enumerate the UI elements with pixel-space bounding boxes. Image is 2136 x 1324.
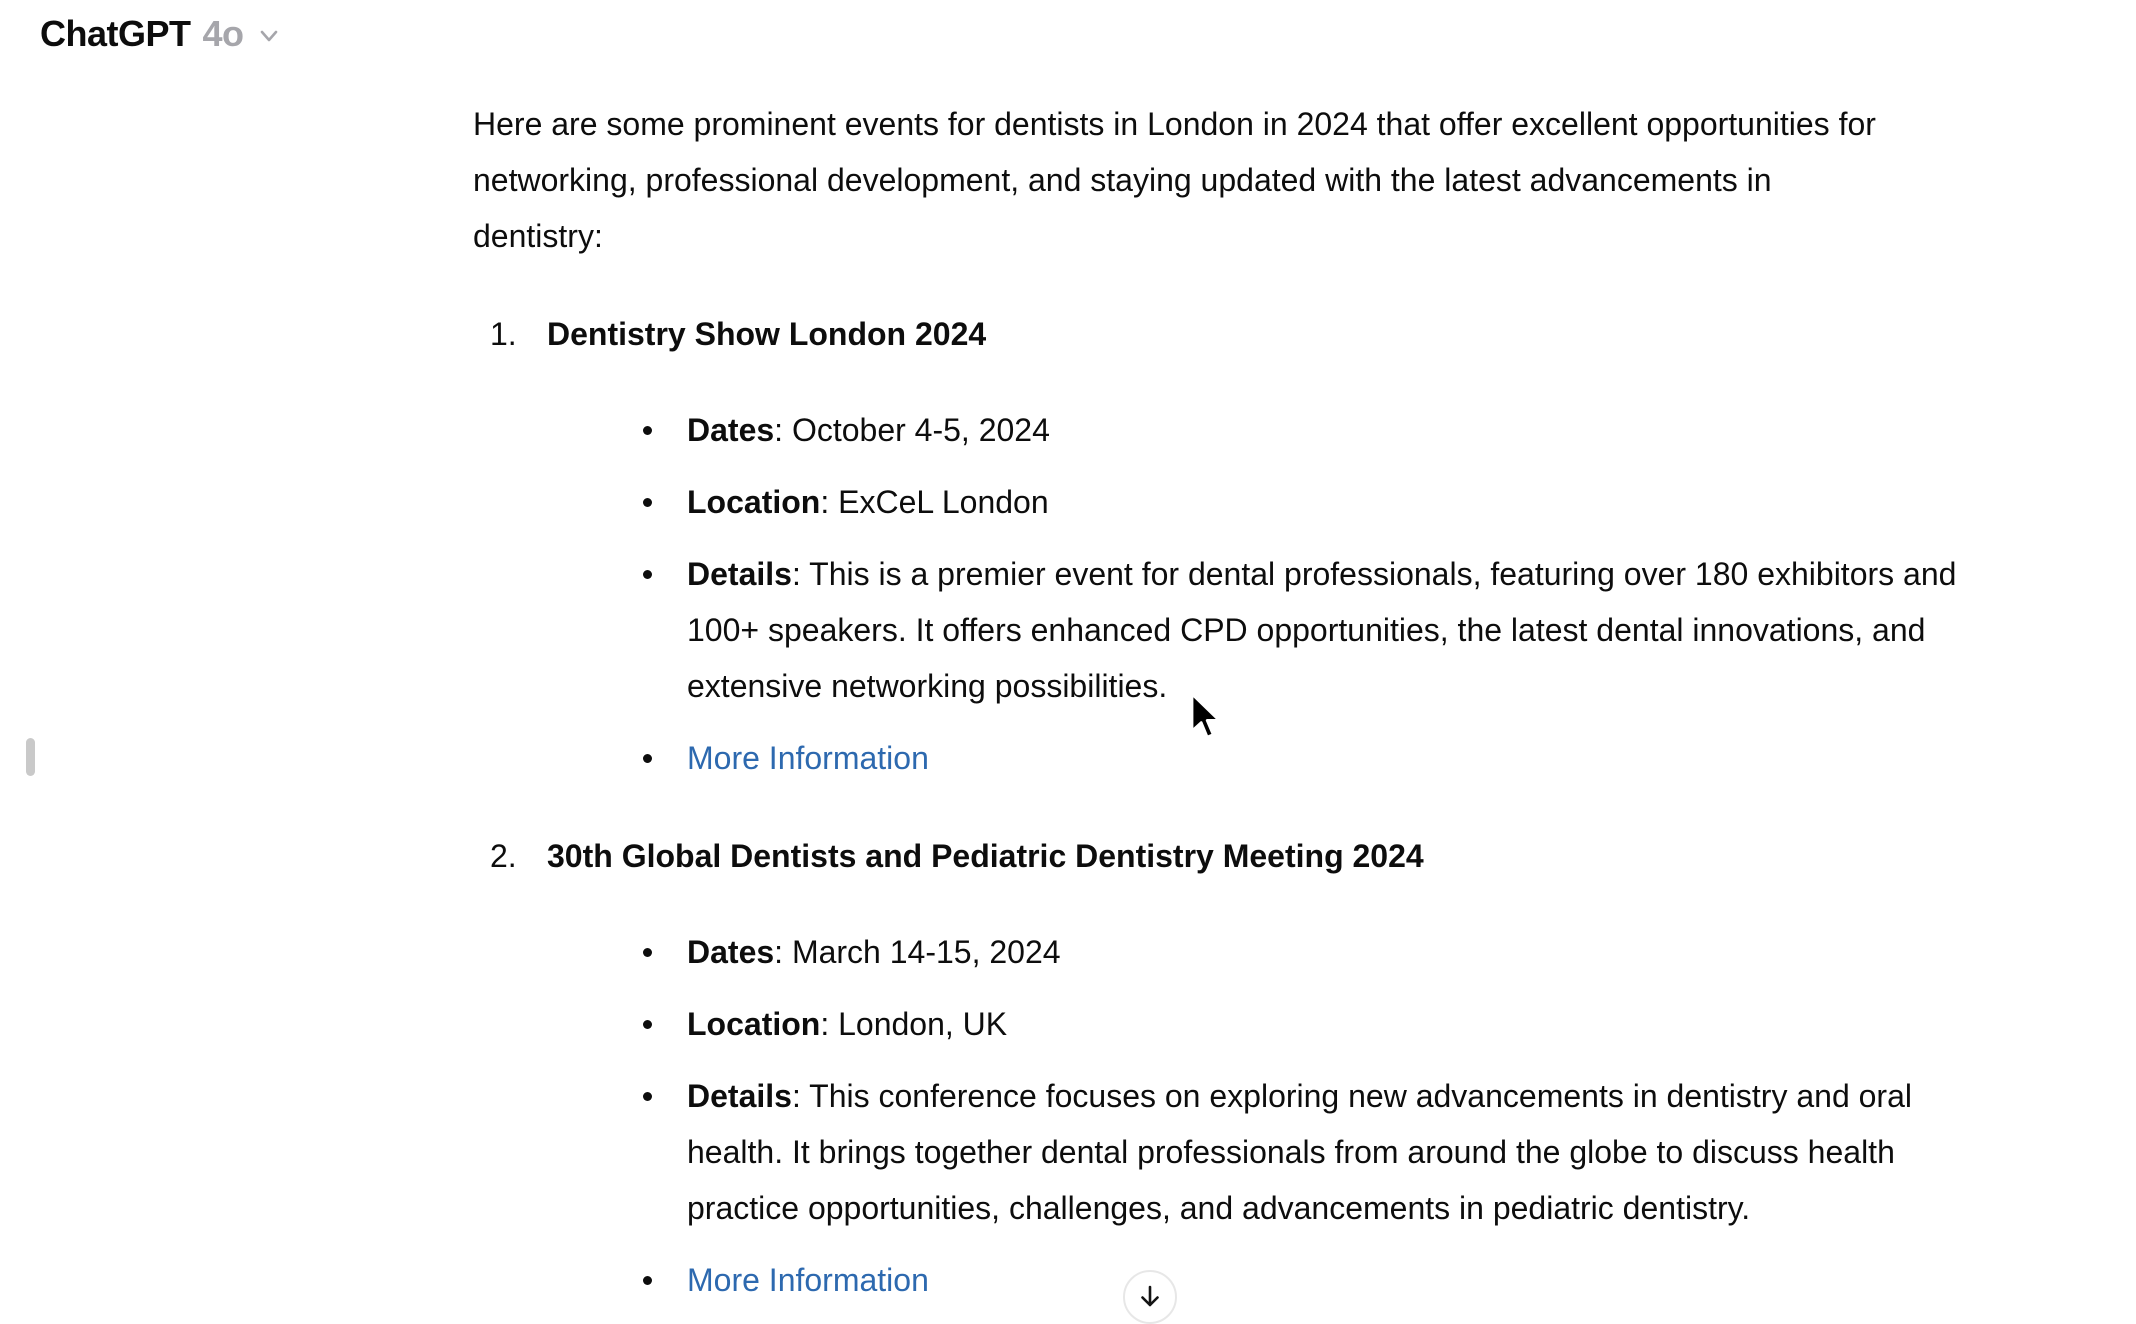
scrollbar-thumb[interactable]	[26, 738, 35, 776]
location-label: Location	[687, 484, 821, 520]
more-information-bullet	[547, 730, 2033, 786]
details-label: Details	[687, 556, 792, 592]
location-bullet	[547, 996, 2033, 1052]
dates-label: Dates	[687, 934, 775, 970]
details-bullet	[547, 546, 2033, 714]
event-detail-list	[547, 402, 2033, 786]
intro-paragraph	[473, 96, 2033, 264]
location-value: : London, UK	[820, 1006, 1008, 1042]
app-title[interactable]: ChatGPT	[40, 13, 191, 54]
event-detail-list	[547, 924, 2033, 1308]
details-text: extensive networking possibilities.	[687, 668, 1168, 704]
dates-label: Dates	[687, 412, 775, 448]
location-label: Location	[687, 1006, 821, 1042]
list-number: 1.	[490, 316, 517, 352]
arrow-down-icon	[1135, 1282, 1165, 1312]
assistant-message	[473, 96, 2033, 1308]
details-text: : This is a premier event for dental professionals, featuring over 180 exhibitors and	[791, 556, 1957, 592]
list-item-2	[473, 828, 2033, 1308]
intro-line: networking, professional development, and staying updated with the latest advancements in	[473, 162, 1772, 198]
intro-line: Here are some prominent events for dentists in London in 2024 that offer excellent opportunities for	[473, 106, 1876, 142]
more-information-link[interactable]: More Information	[687, 1262, 929, 1298]
details-text: health. It brings together dental professionals from around the globe to discuss health	[687, 1134, 1895, 1170]
scroll-to-bottom-button[interactable]	[1123, 1270, 1177, 1324]
event-title: 30th Global Dentists and Pediatric Dentistry Meeting 2024	[547, 838, 1424, 874]
details-text: practice opportunities, challenges, and advancements in pediatric dentistry.	[687, 1190, 1751, 1226]
list-item-1	[473, 306, 2033, 786]
more-information-link[interactable]: More Information	[687, 740, 929, 776]
list-number: 2.	[490, 838, 517, 874]
intro-line: dentistry:	[473, 218, 603, 254]
details-text: 100+ speakers. It offers enhanced CPD opportunities, the latest dental innovations, and	[687, 612, 1926, 648]
chevron-down-icon[interactable]	[256, 23, 282, 49]
model-name[interactable]: 4o	[202, 13, 244, 54]
dates-value: : October 4-5, 2024	[774, 412, 1050, 448]
more-information-bullet	[547, 1252, 2033, 1308]
location-bullet	[547, 474, 2033, 530]
details-text: : This conference focuses on exploring new advancements in dentistry and oral	[791, 1078, 1912, 1114]
location-value: : ExCeL London	[820, 484, 1049, 520]
details-bullet	[547, 1068, 2033, 1236]
dates-value: : March 14-15, 2024	[774, 934, 1061, 970]
model-switcher[interactable]	[40, 10, 282, 58]
dates-bullet	[547, 924, 2033, 980]
event-title: Dentistry Show London 2024	[547, 316, 987, 352]
dates-bullet	[547, 402, 2033, 458]
details-label: Details	[687, 1078, 792, 1114]
